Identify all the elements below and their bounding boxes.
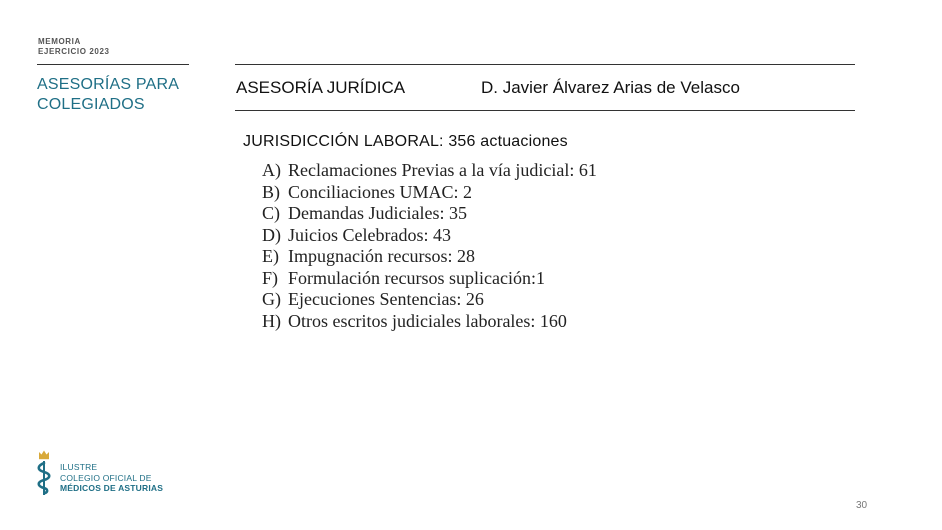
list-item-text: Impugnación recursos: 28 (288, 246, 475, 266)
list-item-letter: A) (262, 160, 281, 180)
list-item-text: Formulación recursos suplicación:1 (288, 267, 545, 288)
list-item-letter: D) (262, 224, 281, 245)
institution-line1: ILUSTRE (60, 462, 98, 472)
list-item (262, 289, 597, 311)
section-title-line1: ASESORÍAS PARA (37, 76, 180, 93)
jurisdiccion-subtitle: JURISDICCIÓN LABORAL: 356 actuaciones (243, 133, 568, 150)
list-item (262, 246, 597, 268)
page-number: 30 (856, 500, 868, 511)
section-title-line2: COLEGIADOS (37, 96, 145, 113)
actuaciones-list (262, 160, 597, 332)
institution-line2: COLEGIO OFICIAL DE (60, 472, 152, 483)
list-item (262, 311, 597, 333)
section-title (37, 75, 179, 115)
list-item (262, 182, 597, 204)
list-item-text: Otros escritos judiciales laborales: 160 (288, 310, 567, 331)
list-item-text: Ejecuciones Sentencias: 26 (288, 289, 484, 309)
memoria-title: MEMORIA (38, 37, 81, 46)
list-item-letter: C) (262, 203, 280, 223)
ejercicio-label: EJERCICIO 2023 (38, 47, 110, 56)
list-item (262, 225, 597, 247)
crown-snake-staff-icon (36, 448, 52, 496)
list-item-text: Conciliaciones UMAC: 2 (288, 181, 472, 202)
list-item-text: Juicios Celebrados: 43 (288, 224, 451, 245)
header-top-divider (235, 64, 855, 65)
asesoria-heading: ASESORÍA JURÍDICA (236, 78, 406, 97)
list-item-letter: G) (262, 289, 281, 309)
list-item-text: Demandas Judiciales: 35 (288, 203, 467, 223)
header-bottom-divider (235, 110, 855, 111)
list-item (262, 203, 597, 225)
left-divider (37, 64, 189, 65)
institution-line3: MÉDICOS DE ASTURIAS (60, 483, 164, 493)
institution-name (60, 462, 163, 494)
list-item-text: Reclamaciones Previas a la vía judicial: 61 (288, 160, 597, 180)
list-item-letter: E) (262, 246, 279, 266)
list-item (262, 160, 597, 182)
list-item-letter: F) (262, 267, 279, 288)
responsible-name: D. Javier Álvarez Arias de Velasco (481, 78, 740, 97)
list-item (262, 268, 597, 290)
memoria-label (38, 37, 110, 57)
list-item-letter: H) (262, 310, 281, 331)
list-item-letter: B) (262, 181, 280, 202)
